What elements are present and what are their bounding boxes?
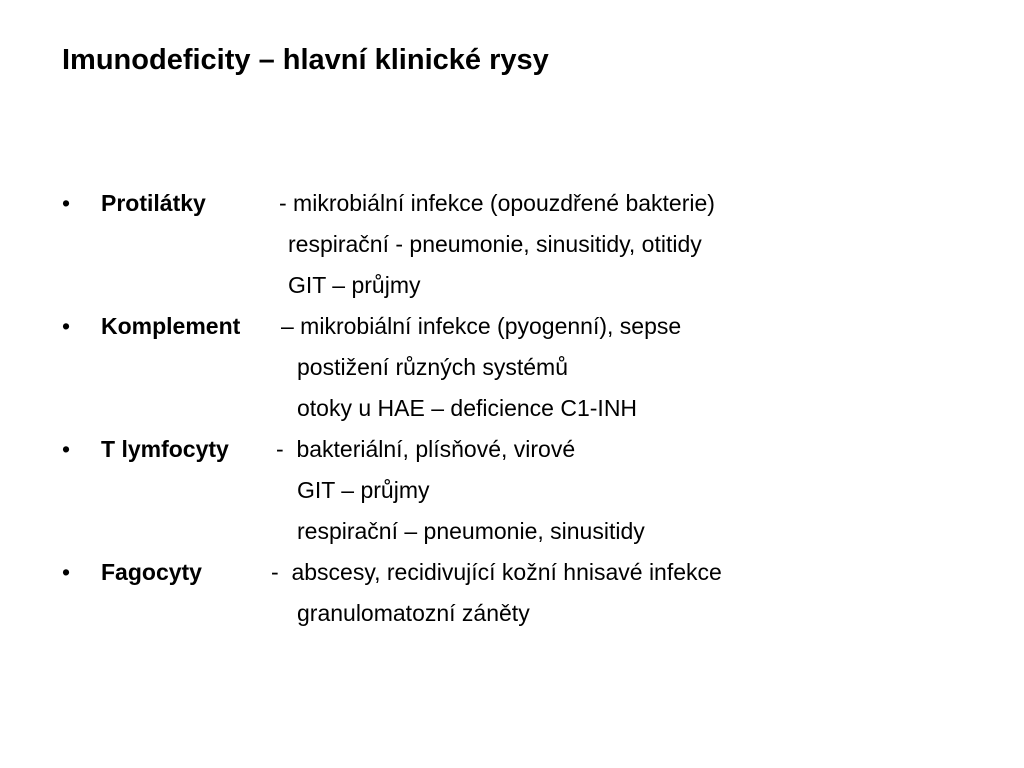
sub-line: GIT – průjmy [288,272,421,298]
bullet-term-protilatky: Protilátky [101,190,206,216]
bullet-marker: • [62,559,71,585]
sub-line: granulomatozní záněty [297,600,530,626]
sub-line: respirační - pneumonie, sinusitidy, otitidy [288,231,702,257]
sub-line: postižení různých systémů [297,354,569,380]
bullet-text: - bakteriální, plísňové, virové [276,436,576,462]
bullet-marker: • [62,313,71,339]
bullet-marker: • [62,436,71,462]
bullet-term-t-lymfocyty: T lymfocyty [101,436,229,462]
sub-line: respirační – pneumonie, sinusitidy [297,518,645,544]
bullet-text: - mikrobiální infekce (opouzdřené bakterie) [279,190,715,216]
bullet-text: – mikrobiální infekce (pyogenní), sepse [281,313,682,339]
sub-line: otoky u HAE – deficience C1-INH [297,395,638,421]
bullet-term-fagocyty: Fagocyty [101,559,202,585]
slide-title: Imunodeficity – hlavní klinické rysy [62,44,549,76]
bullet-term-komplement: Komplement [101,313,241,339]
sub-line: GIT – průjmy [297,477,430,503]
bullet-text: - abscesy, recidivující kožní hnisavé infekce [271,559,722,585]
bullet-marker: • [62,190,71,216]
